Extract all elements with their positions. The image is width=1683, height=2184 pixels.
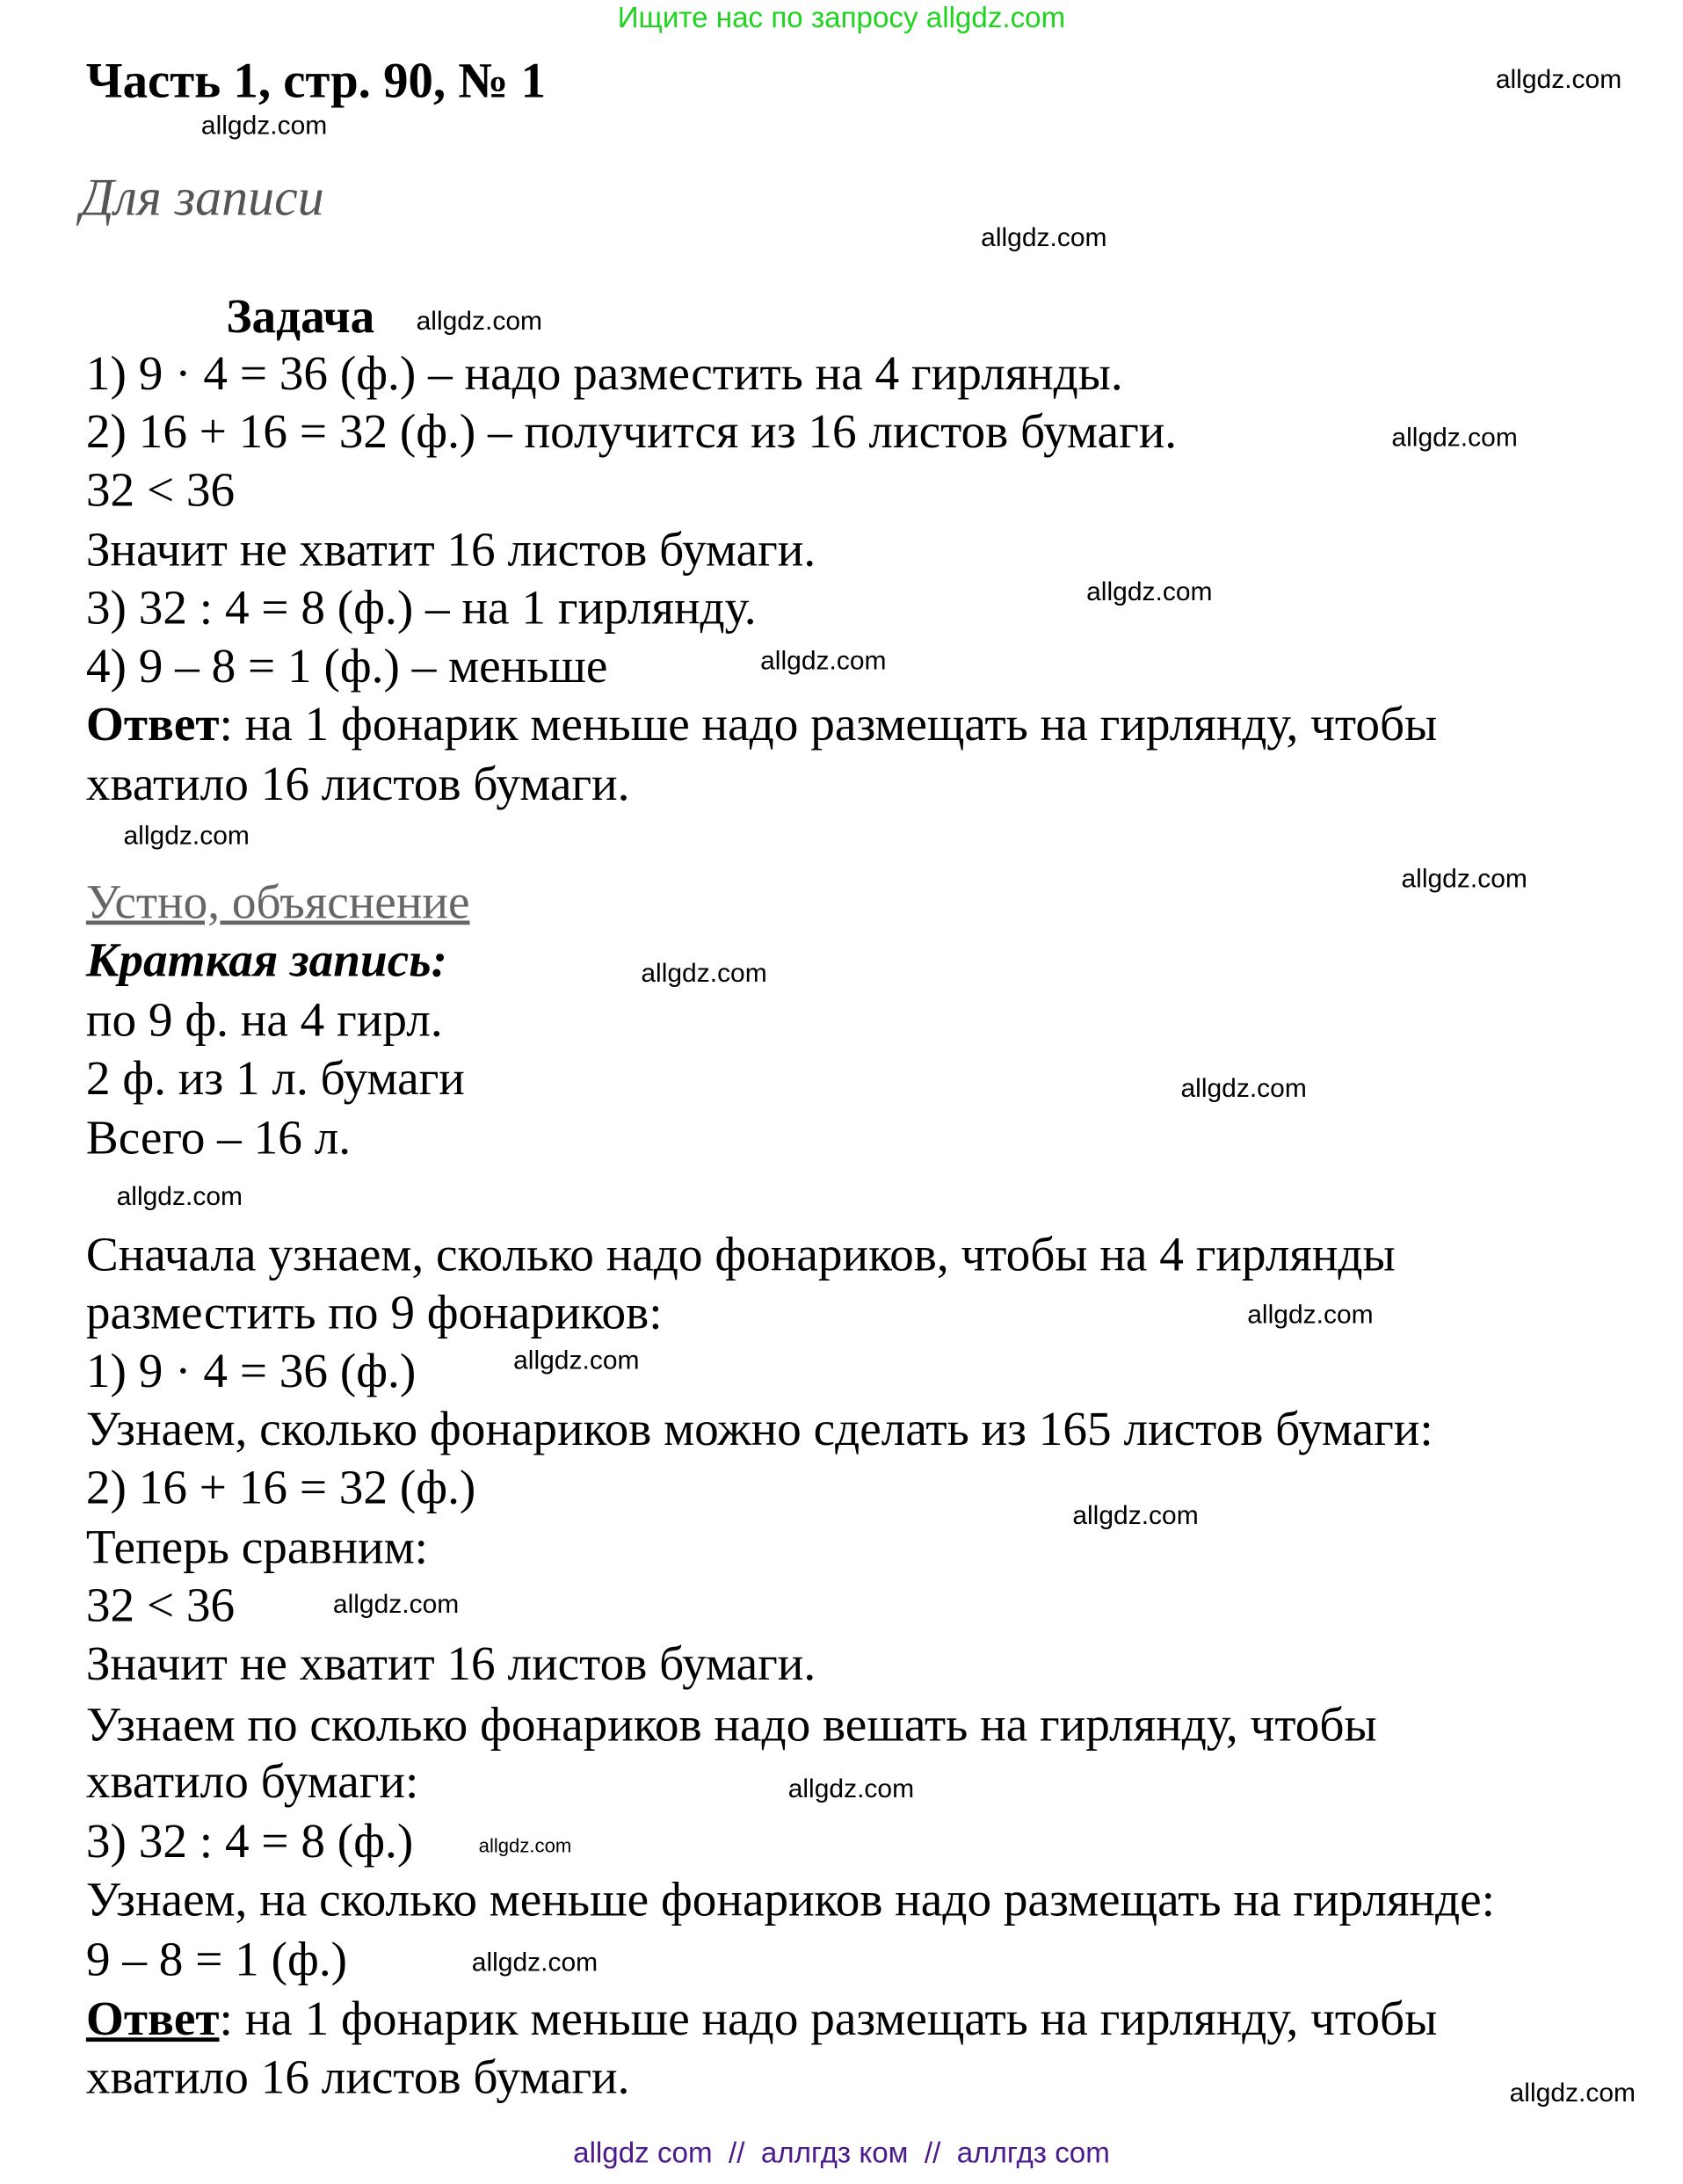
watermark: allgdz.com xyxy=(760,647,887,677)
watermark: allgdz.com xyxy=(471,1948,598,1978)
watermark: allgdz.com xyxy=(1509,2079,1636,2108)
short-note-heading: Краткая запись: xyxy=(85,932,447,988)
header-banner[interactable]: Ищите нас по запросу allgdz.com xyxy=(617,2,1066,34)
watermark: allgdz.com xyxy=(1072,1501,1199,1532)
task-heading: Задача xyxy=(226,289,375,344)
answer-line: хватило 16 листов бумаги. xyxy=(85,757,630,811)
watermark: allgdz.com xyxy=(116,1182,243,1212)
oral-line: Сначала узнаем, сколько надо фонариков, чтобы на 4 гирлянды xyxy=(85,1227,1396,1281)
answer-label: Ответ xyxy=(85,1992,220,2046)
oral-line: Узнаем, сколько фонариков можно сделать из 165 листов бумаги: xyxy=(85,1402,1433,1456)
oral-line: 3) 32 : 4 = 8 (ф.) xyxy=(85,1814,414,1868)
oral-line: 1) 9 · 4 = 36 (ф.) xyxy=(85,1343,417,1398)
watermark: allgdz.com xyxy=(1391,424,1518,453)
record-line: 32 < 36 xyxy=(85,462,236,518)
oral-line: Узнаем по сколько фонариков надо вешать на гирлянду, чтобы xyxy=(85,1697,1377,1752)
answer-line xyxy=(85,1992,1438,2046)
short-note-line: Всего – 16 л. xyxy=(85,1110,352,1165)
watermark: allgdz.com xyxy=(200,112,328,141)
answer-line: хватило 16 листов бумаги. xyxy=(85,2050,630,2105)
oral-line: 32 < 36 xyxy=(85,1578,236,1633)
watermark: allgdz.com xyxy=(1247,1301,1374,1331)
watermark: allgdz.com xyxy=(1401,865,1527,895)
watermark: allgdz.com xyxy=(981,223,1107,254)
record-line: 1) 9 · 4 = 36 (ф.) – надо разместить на 4 гирлянды. xyxy=(85,345,1123,401)
section-heading-record: Для записи xyxy=(80,169,324,228)
oral-line: разместить по 9 фонариков: xyxy=(85,1285,663,1340)
section-heading-oral: Устно, объяснение xyxy=(85,874,470,929)
watermark: allgdz.com xyxy=(1180,1074,1307,1104)
watermark: allgdz.com xyxy=(787,1774,915,1805)
watermark: allgdz.com xyxy=(123,822,250,852)
record-line: 4) 9 – 8 = 1 (ф.) – меньше xyxy=(85,638,608,693)
watermark: allgdz.com xyxy=(478,1834,572,1857)
short-note-line: 2 ф. из 1 л. бумаги xyxy=(85,1050,465,1106)
record-line: Значит не хватит 16 листов бумаги. xyxy=(85,522,816,577)
answer-line xyxy=(85,697,1438,751)
page-title: Часть 1, стр. 90, № 1 xyxy=(85,52,547,109)
oral-line: Теперь сравним: xyxy=(85,1520,429,1575)
oral-line: 9 – 8 = 1 (ф.) xyxy=(85,1932,348,1986)
watermark: allgdz.com xyxy=(416,307,543,337)
watermark: allgdz.com xyxy=(513,1346,640,1376)
watermark: allgdz.com xyxy=(332,1590,460,1621)
record-line: 3) 32 : 4 = 8 (ф.) – на 1 гирлянду. xyxy=(85,580,757,635)
oral-line: 2) 16 + 16 = 32 (ф.) xyxy=(85,1460,476,1515)
oral-line: Значит не хватит 16 листов бумаги. xyxy=(85,1636,816,1691)
watermark: allgdz.com xyxy=(1086,577,1213,607)
short-note-line: по 9 ф. на 4 гирл. xyxy=(85,992,443,1048)
footer-links[interactable]: allgdz com // аллгдз ком // аллгдз com xyxy=(573,2137,1110,2170)
answer-text: : на 1 фонарик меньше надо размещать на гирлянду, чтобы xyxy=(219,1992,1438,2046)
answer-text: : на 1 фонарик меньше надо размещать на гирлянду, чтобы xyxy=(219,697,1438,751)
oral-line: хватило бумаги: xyxy=(85,1754,419,1809)
watermark: allgdz.com xyxy=(641,959,767,989)
record-line: 2) 16 + 16 = 32 (ф.) – получится из 16 листов бумаги. xyxy=(85,404,1178,459)
watermark: allgdz.com xyxy=(1495,65,1622,96)
answer-label: Ответ xyxy=(85,697,220,751)
oral-line: Узнаем, на сколько меньше фонариков надо размещать на гирлянде: xyxy=(85,1872,1495,1927)
